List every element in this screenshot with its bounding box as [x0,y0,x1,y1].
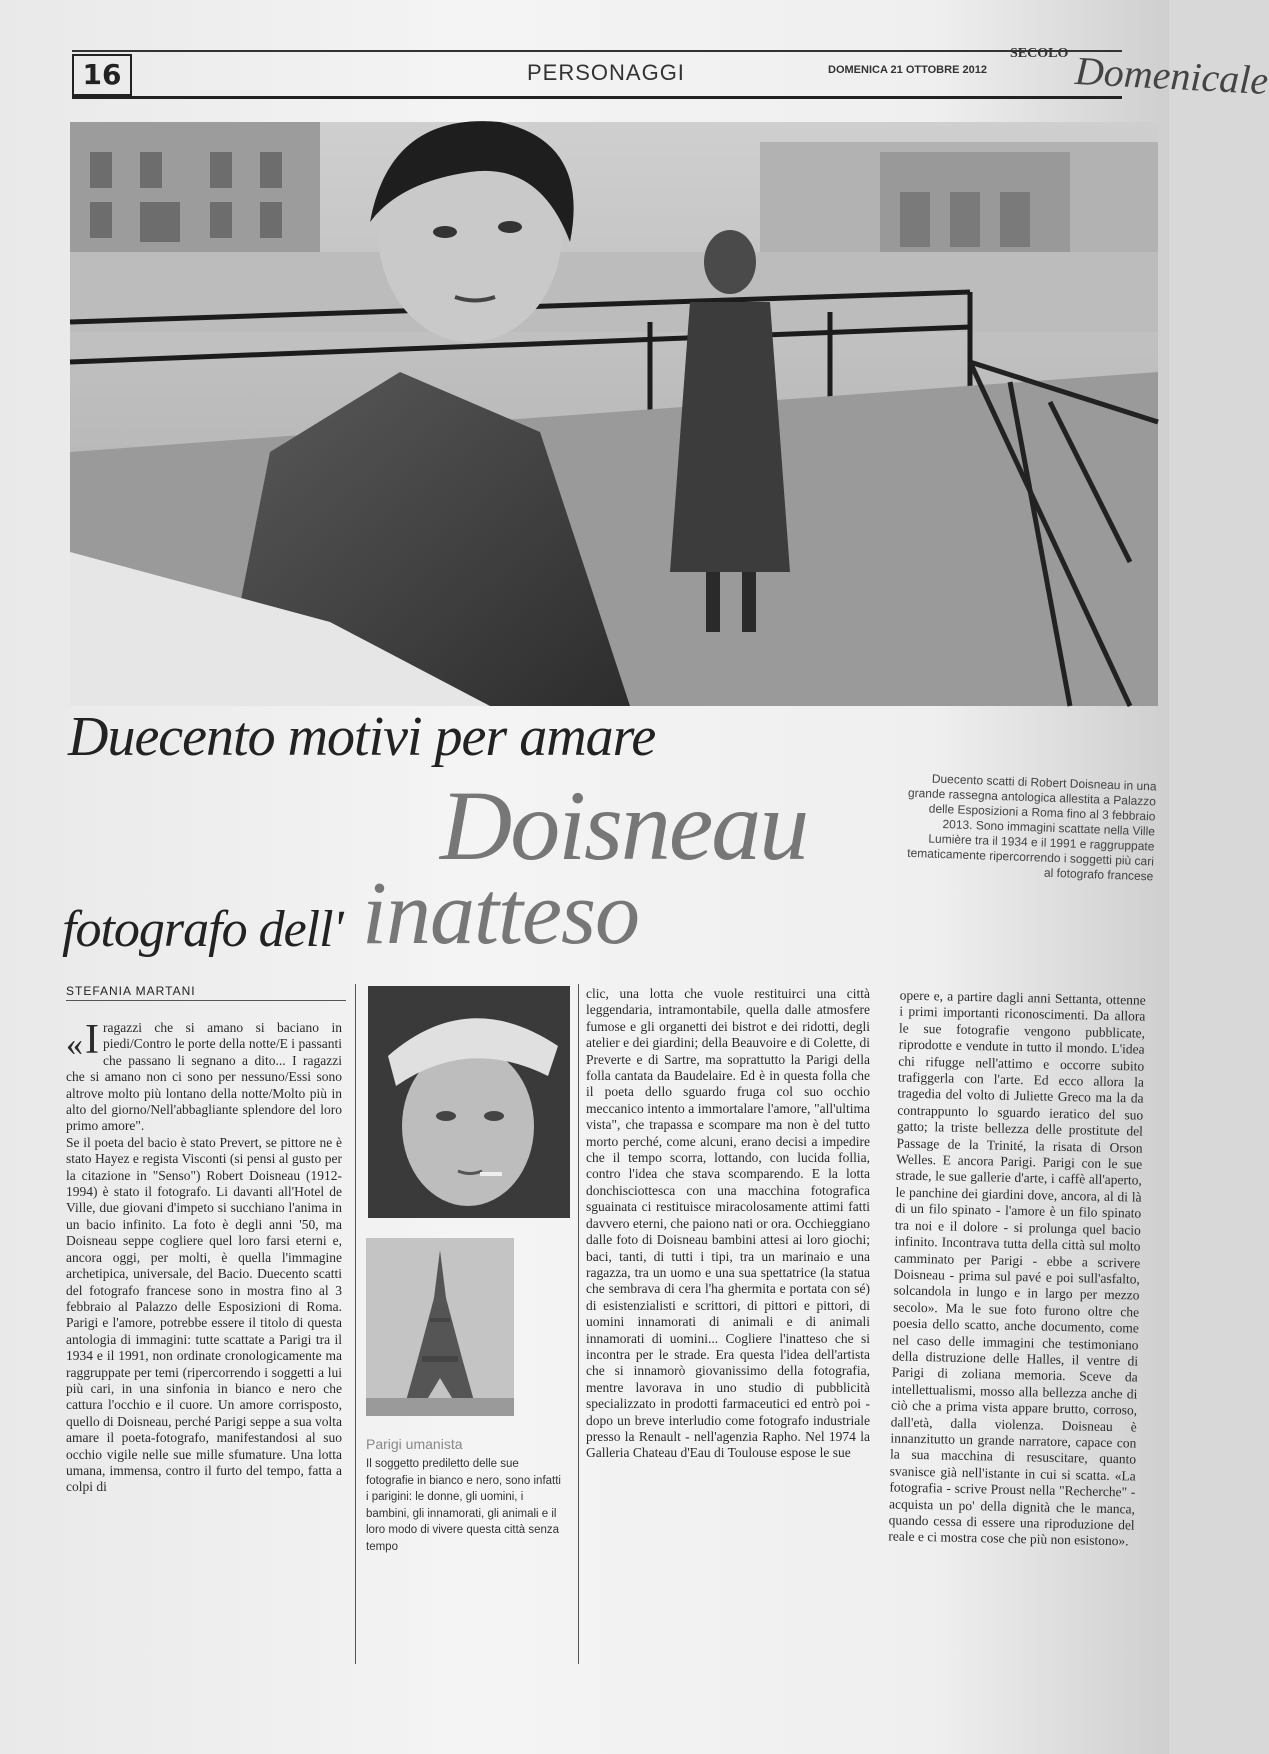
headline-line-4: inatteso [362,864,639,963]
article-paragraph: opere e, a partire dagli anni Settanta, ottenne i primi importanti riconoscimenti. Da allora le sue fotografie vengono pubblicate, riprodotte e vendute in tutto il mondo. L'idea chi rifugge nell'attimo e occorre subito trafiggerla con l'arte. Ed ecco allora la tragedia del volto di Juliette Greco ma la da contrappunto lo sguardo ieratico del suo gatto; la triste bellezza delle prostitute del Passage de la Trinité, la risata di Orson Welles. E ancora Parigi. Parigi con le sue strade, le sue gallerie d'arte, i caffè all'aperto, le panchine dei giardini dove, ancora, al di là di un filo spinato - l'amore è un filo spinato tra noi e il dolore - si prolunga quel bacio infinito. Incontrava tutta della città sul molto camminato per Parigi - ebbe a scrivere Doisneau - prima sul pavé e poi sull'asfalto, solcandola in lungo e in largo per mezzo secolo». Ma le sue foto furono oltre che poesia dello scatto, anche documento, come nel caso delle immagini che testimoniano della distruzione delle Halles, il ventre di Parigi di zoliana memoria. Sceve da intellettualismi, mosso alla bellezza anche di ciò che a prima vista appare brutto, corroso, dall'età, dalla violenza. Doisneau è innanzitutto un grande narratore, capace con la sua macchina di resuscitare, quanto svanisce già nell'istante in cui si scatta. «La fotografia - scrive Proust nella "Recherche" - acquista un po' della dignità che le manca, quando cessa di essere una riproduzione del reale e ci mostra cose che più non esistono». [888,987,1146,1549]
portrait-illustration [368,986,570,1218]
article-lead-paragraph [66,1017,342,1135]
headline-line-3: fotografo dell' [62,901,343,958]
opening-quote: « [66,1026,83,1063]
section-title: PERSONAGGI [527,60,685,85]
article-subhead: Duecento scatti di Robert Doisneau in una grande rassegna antologica allestita a Palazzo delle Esposizioni a Roma fino al 3 febbraio 2013. Sono immagini scattate nella Ville Lumière tra il 1934 e il 1991 e raggruppate tematicamente ripercorrendo i soggetti più cari al fotografo francese [907,771,1157,884]
page-header [72,46,1269,104]
drop-cap: I [85,1017,99,1063]
column-rule [578,984,579,1664]
headline-line-1: Duecento motivi per amare [68,706,656,768]
eiffel-tower-icon [366,1238,514,1416]
column-rule [355,984,356,1664]
lead-text: ragazzi che si amano si baciano in piedi/Contro le porte della notte/E i passanti che passano li segnano a dito... I ragazzi che si amano non ci sono per nessuno/Essi sono altrove molto più lontano della notte/Molto più in alto del giorno/Nell'abbagliante splendore del loro primo amore". [66,1020,342,1134]
article-column-4 [888,987,1146,1550]
photo-caption-body: Il soggetto prediletto delle sue fotografie in bianco e nero, sono infatti i parigini: le donne, gli uomini, i bambini, gli innamorati, gli animali e il loro modo di vivere questa città senza tempo [366,1458,561,1553]
article-column-1 [66,1017,342,1496]
article-column-3 [586,986,870,1462]
eiffel-tower-photo [366,1238,514,1416]
page-number: 16 [72,54,132,96]
issue-date: DOMENICA 21 OTTOBRE 2012 [828,64,987,76]
masthead-top: SECOLO [1010,46,1069,61]
main-photo-illustration [70,122,1158,706]
headline-line-2: Doisneau [440,770,808,881]
article-paragraph: clic, una lotta che vuole restituirci una città leggendaria, intramontabile, quella dalle atmosfere fumose e gli organetti dei bistrot e dei ridotti, degli atelier e dei giardini; della Beauvoire e di Colette, di Preverte e di Sartre, ma soprattutto la Parigi della folla cantata da Baudelaire. Ed è in questa folla che il poeta dello sguardo fruga col suo occhio meccanico intento a immortalare l'amore, "all'ultima vista", che trapassa e scompare ma non è del tutto morto perché, come alcuni, erano decisi a impedire che il tempo scorra, lottando, con lucida follia, contro l'idea che stava scomparendo. E la lotta donchisciottesca con una macchina fotografica sguainata ci restituisce miracolosamente attimi fatti davvero eterni, che paiono nati or ora. Occhieggiano dalle foto di Doisneau bambini attesi ai loro giochi; baci, tanti, di tutti i tipi, tra un marinaio e una ragazza, tra un uomo e una sua spettatrice (la statua che sembrava di cera l'ha ghermita e portata con sé) di esistenzialisti e scrittori, di pittori e pittori, di uomini innamorati di animali e di animali innamorati di uomini... Cogliere l'inatteso che si incontra per le strade. Era questa l'idea dell'artista che si innamorò giovanissimo della fotografia, mentre lavorava in uno studio di pubblicità specializzato in prodotti farmaceutici ed entrò poi - dopo un breve interludio come fotografo industriale presso la Renault - nell'agenzia Rapho. Nel 1974 la Galleria Chateau d'Eau di Toulouse espose le sue [586,986,870,1461]
main-photograph [70,122,1158,706]
photo-caption-title: Parigi umanista [366,1436,463,1452]
byline: STEFANIA MARTANI [66,984,346,1001]
article-paragraph: Se il poeta del bacio è stato Prevert, se pittore ne è stato Hayez e regista Visconti (si pensi al gusto per la citazione in "Senso") Robert Doisneau (1912-1994) è stato il fotografo. Li davanti all'Hotel de Ville, due giovani d'impeto si succhiano l'anima in un bacio infinito. La foto è degli anni '50, ma Doisneau seppe cogliere quel loro farsi eterni e, ancora oggi, per molti, è quella l'immagine archetipica, universale, del Bacio. Duecento scatti del fotografo francese sono in mostra fino al 3 febbraio al Palazzo delle Esposizioni di Roma. Parigi e l'amore, potrebbe essere il titolo di questa antologia di immagini: tutte scattate a Parigi tra il 1934 e il 1991, non ordinate cronologicamente ma raggruppate per temi (ripercorrendo i soggetti a lui più cari, in una sinfonia in bianco e nero che cattura l'occhio e il cuore. Un amore corrisposto, quello di Doisneau, perché Parigi seppe a sua volta amare il poeta-fotografo, manifestandosi al suo occhio vigile nelle sue mille sfumature. Una lotta umana, immensa, contro il furto del tempo, fatta a colpi di [66,1134,342,1495]
masthead-script: Domenicale [1073,47,1269,104]
doisneau-portrait-photo [368,986,570,1218]
